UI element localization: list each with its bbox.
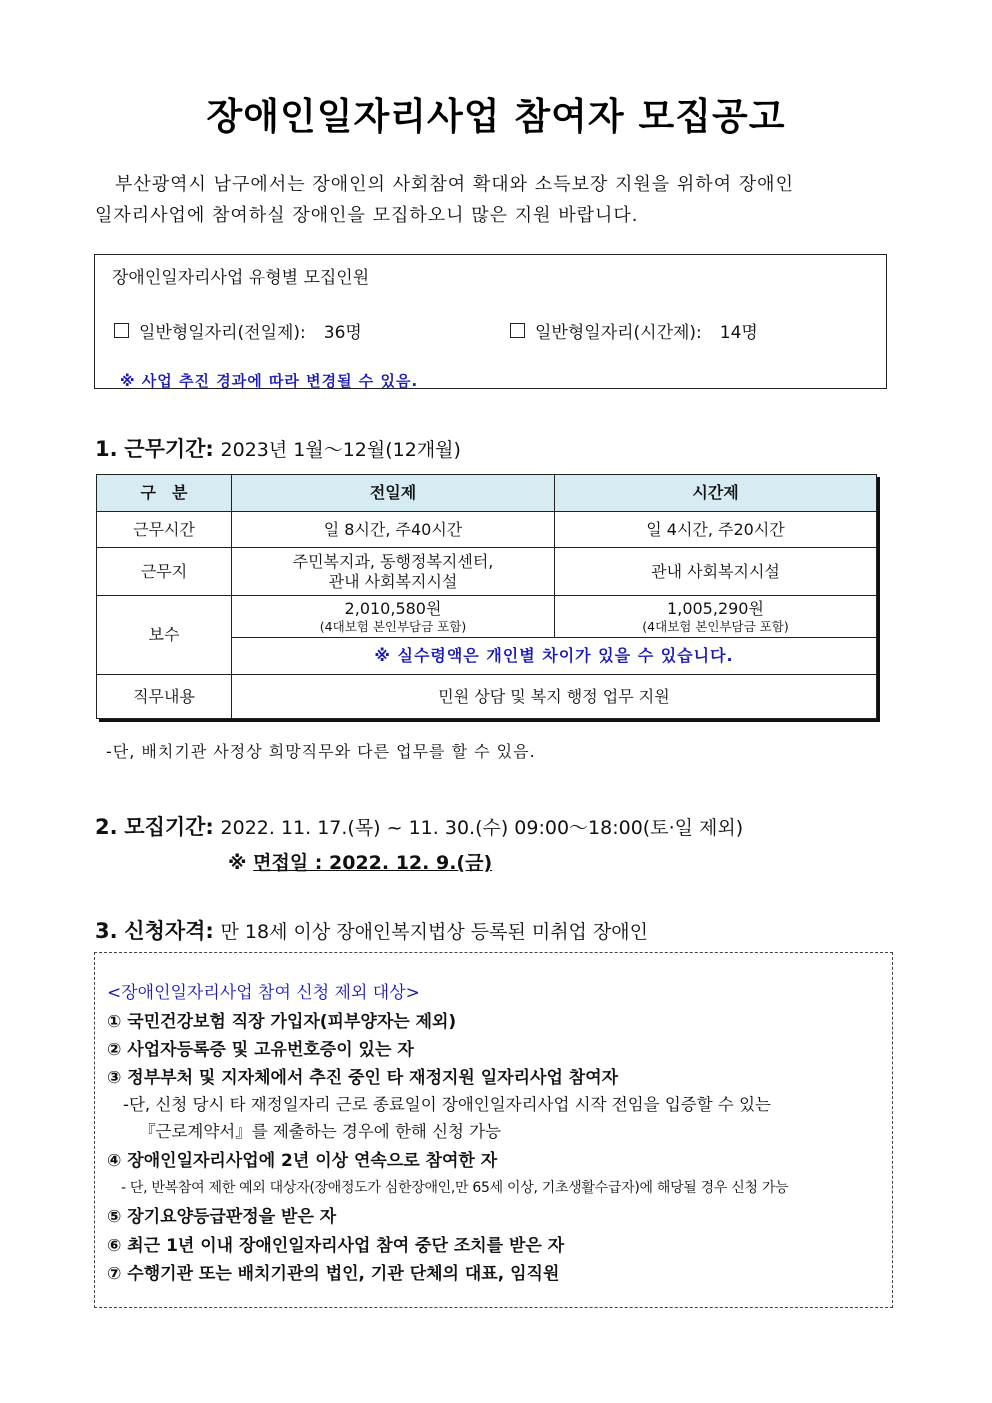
recruit-box-title: 장애인일자리사업 유형별 모집인원 [112,268,370,288]
table-header: 시간제 [555,475,877,512]
checkbox-icon [114,323,129,338]
table-cell: 일 4시간, 주20시간 [555,512,877,548]
exclusion-sub-note: 『근로계약서』를 제출하는 경우에 한해 신청 가능 [139,1122,502,1141]
section-title: 모집기간: [124,815,214,839]
section-number: 2. [95,815,118,839]
recruit-item-count: 14명 [719,323,758,343]
table-header: 구 분 [97,475,232,512]
row-label: 직무내용 [97,675,232,719]
page-title: 장애인일자리사업 참여자 모집공고 [206,95,786,138]
pay-note: (4대보험 본인부담금 포함) [642,618,789,634]
recruit-item-label: 일반형일자리(전일제): [139,323,306,343]
intro-line-1: 부산광역시 남구에서는 장애인의 사회참여 확대와 소득보장 지원을 위하여 장애인 [115,174,794,195]
exclusion-sub-note: -단, 신청 당시 타 재정일자리 근로 종료일이 장애인일자리사업 시작 전임을 입증할 수 있는 [123,1095,771,1114]
exclusion-sub-note: - 단, 반복참여 제한 예외 대상자(장애정도가 심한장애인,만 65세 이상, 기초생활수급자)에 해당될 경우 신청 가능 [121,1180,789,1196]
section-value: 2022. 11. 17.(목) ~ 11. 30.(수) 09:00～18:00(토·일 제외) [220,817,744,839]
table-header-row [97,475,877,512]
pay-amount: 2,010,580원 [344,598,442,618]
table-cell: 일 8시간, 주40시간 [232,512,555,548]
interview-date [228,848,492,875]
cell-line: 주민복지과, 동행정복지센터, [292,551,494,571]
checkbox-icon [510,323,525,338]
exclusion-item: ⑤ 장기요양등급판정을 받은 자 [107,1207,337,1227]
row-label: 보수 [97,596,232,675]
row-label: 근무지 [97,548,232,596]
exclusion-item: ⑥ 최근 1년 이내 장애인일자리사업 참여 중단 조치를 받은 자 [107,1236,565,1256]
exclusion-item: ① 국민건강보험 직장 가입자(피부양자는 제외) [107,1012,457,1032]
section-number: 1. [95,437,118,461]
section-value: 2023년 1월～12월(12개월) [220,439,461,461]
section-1-heading [95,433,461,463]
exclusion-box [94,952,893,1308]
exclusion-item: ④ 장애인일자리사업에 2년 이상 연속으로 참여한 자 [107,1151,498,1171]
exclusion-item: ⑦ 수행기관 또는 배치기관의 법인, 기관 단체의 대표, 임직원 [107,1264,560,1284]
table-row [97,548,877,596]
section-number: 3. [95,919,118,943]
recruit-quota-box [94,254,887,389]
recruit-item-parttime [510,318,758,343]
section-2-heading [95,811,743,841]
work-conditions-table [96,474,877,719]
recruit-item-label: 일반형일자리(시간제): [535,323,702,343]
section-value: 만 18세 이상 장애인복지법상 등록된 미취업 장애인 [220,921,649,943]
table-row [97,512,877,548]
exclusion-item: ② 사업자등록증 및 고유번호증이 있는 자 [107,1040,414,1060]
table-row [97,675,877,719]
table-cell: 관내 사회복지시설 [555,548,877,596]
pay-note: (4대보험 본인부담금 포함) [319,618,467,634]
interview-mark: ※ [228,852,247,874]
exclusion-item: ③ 정부부처 및 지자체에서 추진 중인 타 재정지원 일자리사업 참여자 [107,1068,619,1088]
exclusion-title: <장애인일자리사업 참여 신청 제외 대상> [107,983,420,1003]
cell-line: 관내 사회복지시설 [328,571,458,591]
recruit-item-fulltime [114,318,362,343]
pay-notice: ※ 실수령액은 개인별 차이가 있을 수 있습니다. [232,638,877,675]
section-title: 신청자격: [124,919,214,943]
section-1-note: -단, 배치기관 사정상 희망직무와 다른 업무를 할 수 있음. [106,742,536,761]
recruit-box-note: ※ 사업 추진 경과에 따라 변경될 수 있음. [120,372,419,390]
row-label: 근무시간 [97,512,232,548]
section-3-heading [95,915,648,945]
intro-line-2: 일자리사업에 참여하실 장애인을 모집하오니 많은 지원 바랍니다. [95,205,639,226]
recruit-item-count: 36명 [323,323,362,343]
table-cell [555,596,877,638]
table-row [97,596,877,638]
table-cell [232,596,555,638]
table-cell: 민원 상담 및 복지 행정 업무 지원 [232,675,877,719]
table-cell [232,548,555,596]
section-title: 근무기간: [124,437,214,461]
pay-amount: 1,005,290원 [667,598,764,618]
table-header: 전일제 [232,475,555,512]
interview-text: 면접일 : 2022. 12. 9.(금) [253,852,493,874]
